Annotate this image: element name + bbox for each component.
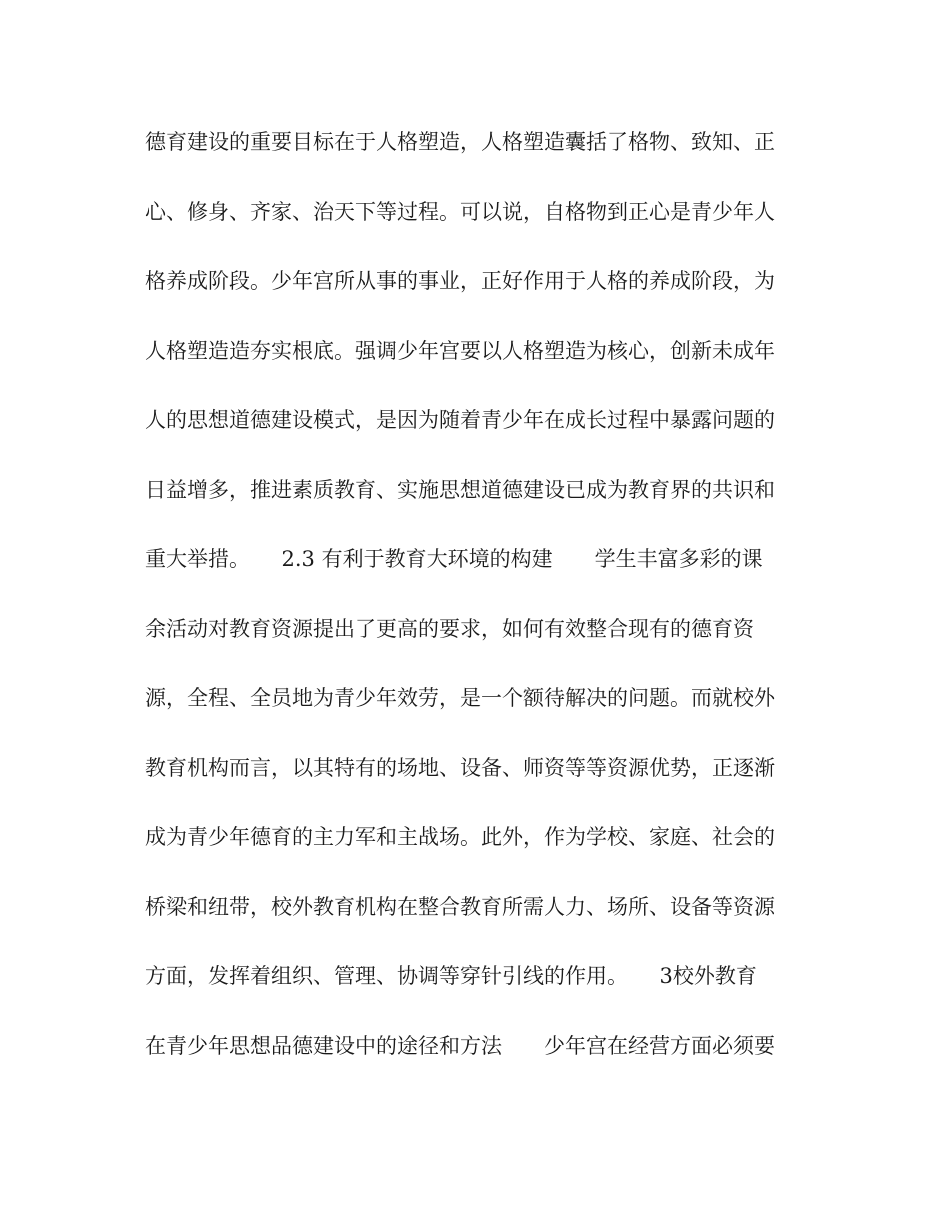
text-line: 重大举措。 2.3 有利于教育大环境的构建 学生丰富多彩的课 (145, 547, 763, 571)
text-line: 人格塑造造夯实根底。强调少年宫要以人格塑造为核心，创新未成年 (145, 338, 775, 363)
text-line: 日益增多，推进素质教育、实施思想道德建设已成为教育界的共识和 (145, 477, 775, 502)
text-line: 德育建设的重要目标在于人格塑造，人格塑造囊括了格物、致知、正 (145, 130, 775, 154)
text-line: 教育机构而言，以其特有的场地、设备、师资等等资源优势，正逐渐 (145, 755, 775, 780)
text-line: 成为青少年德育的主力军和主战场。此外，作为学校、家庭、社会的 (145, 825, 775, 849)
text-line: 桥梁和纽带，校外教育机构在整合教育所需人力、场所、设备等资源 (145, 894, 775, 919)
text-line: 人的思想道德建设模式，是因为随着青少年在成长过程中暴露问题的 (145, 408, 775, 432)
text-line: 源，全程、全员地为青少年效劳，是一个额待解决的问题。而就校外 (145, 686, 775, 710)
text-line: 格养成阶段。少年宫所从事的事业，正好作用于人格的养成阶段，为 (145, 269, 775, 293)
text-line: 心、修身、齐家、治天下等过程。可以说，自格物到正心是青少年人 (145, 199, 775, 224)
text-line: 方面，发挥着组织、管理、协调等穿针引线的作用。 3校外教育 (145, 964, 757, 988)
body-text (145, 121, 810, 1094)
text-line: 在青少年思想品德建设中的途径和方法 少年宫在经营方面必须要 (145, 1033, 775, 1058)
text-line: 余活动对教育资源提出了更高的要求，如何有效整合现有的德育资 (145, 616, 754, 641)
